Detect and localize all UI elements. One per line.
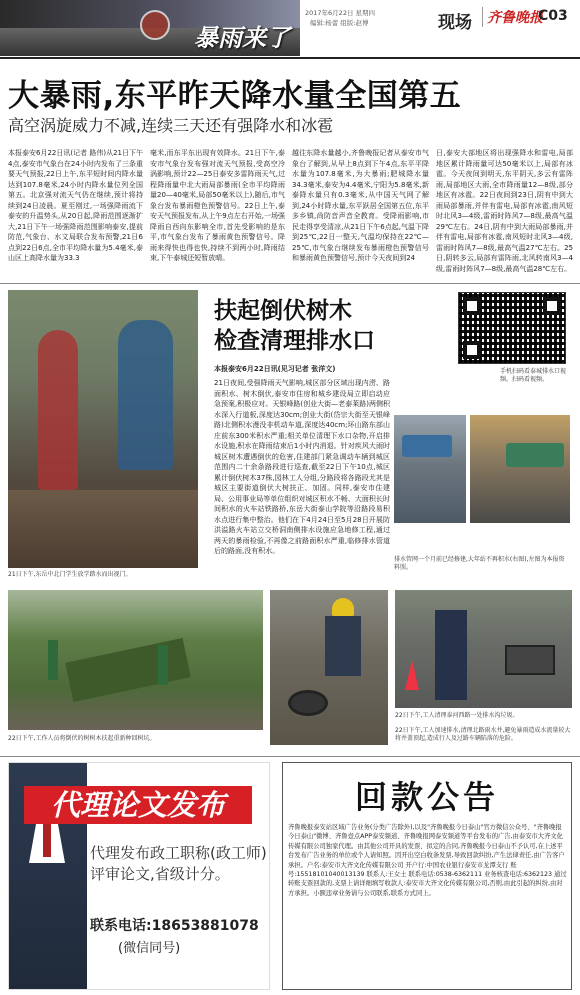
article1-col3: 越往东降水量越小,齐鲁晚报记者从泰安市气象台了解到,从早上8点到下午4点,东平平降水量为107.8毫米,为大暴雨;肥城降水量34.3毫米,泰安为4.4毫米,宁阳为5.8毫米,新泰降水量只有0.3毫米,从中国天气网了解到,24小时降水量,东平跃居全国第五位,东平多乡镇,尚防音声音全教育。受降雨影响,市民走得享受清凉,从21日下午6点起,气温下降到25℃,22日一整天,气温均保持在22℃—25℃,市气象台继续发布暴雨橙色预警信号和暴雨黄色预警信号,预计今天夜间到24: [292, 149, 429, 262]
photo-tree-workers: [8, 590, 263, 730]
notice-body: 齐鲁晚报泰安站区域广告业务(分类广告除外),以及"齐鲁晚报今日泰山"官方微信公众号、"齐鲁晚报今日泰山"微博、齐鲁壹点APP泰安频道、齐鲁晚报网泰安频道等平台发布的广告,由泰安市大齐文化传媒有限公司独家代理。由其他公司开具的发票、拟定的合同,齐鲁晚报今日泰山不予认可,在上述平台发布广告业务的单位或个人请知照。因开出空白收条发票,导致回款纠纷,产生法律责任,由广告客户承担。户名:泰安市大齐文化传媒有限公司 开户行:中国农业银行泰安市龙潭支行 账号:15518101040013139 联系人:王女士 联系电话:0538-6362111 业务核查电话:6362123 通过转账支票回款的,支票上请详细填写收款人:泰安市大齐文化传媒有限公司,否则,由此引起的纠纷,由对方承担。小额违章业务请与公司联系,联系方式同上。: [288, 824, 567, 897]
issue-date: 2017年6月22日 星期四: [305, 9, 376, 17]
photo-main-caption: 21日下午,东岳中北门学生放学踏水而出视门。: [8, 571, 132, 578]
article1-col2: 毫米,而东平东出现有效降水。21日下午,泰安市气象台发布强对流天气预报,受高空冷涡影响,预计22—25日泰安多雷阵雨天气,过程降雨量中北大雨局部暴雨(全市平均降雨量20—40毫米,局部50毫米以上),随后,市气象台发布暴雨橙色预警信号。22日上午,泰安天气预报发布,从上午9点左右开始,一场强降雨自西向东影响全市,首先受影响的是东平,市气象台发布了暴雨黄色预警信号。降雨来得快也得也快,持续不到两小时,降雨结束,下午泰城还短暂放晴。: [150, 149, 285, 262]
photo-bus-caption: 排水管网一个月前已经修建,大年站不再积水(右图),左图为本报资料照。: [394, 556, 565, 571]
article1-col1: 本报泰安6月22日讯(记者 路伟)从21日下午4点,泰安市气象台在24小时内发布了三条重要天气预报,22日上午,东平短时间内降水量达到107.8毫米,24小时内降水量位列全国第五。北京强对流天气仍在继续,预计将持续到24日凌晨。夏至刚过,一场强降雨流下泰安的升温势头,从20日起,降雨范围逐渐扩大,21日下午一场强降雨范围影响泰安,提前防范,气象台、水文局联合发布预警,21日6点到22日6点,全市平均降水量为5.4毫米,泰山区上高降水量为33.3: [8, 149, 143, 262]
main-headline: 大暴雨,东平昨天降水量全国第五: [8, 78, 462, 114]
section-divider: [0, 283, 580, 284]
article2-byline: 本报泰安6月22日讯(见习记者 张洋文): [214, 365, 336, 373]
banner-image: [0, 0, 300, 56]
photo-drain-clearing: [395, 590, 572, 708]
article2-body: 21日夜间,受强降雨天气影响,城区部分区域出现内涝、路面积水、树木倒伏,泰安市住房和城乡建设局立即启动应急预案,积极应对。天银峰路(创业大街—老泰莱路)两侧积水深入行道板,深度达30cm;创业大街(岱宗大街至天银峰路)北侧积水漫没非机动车道,深度达40cm;环山路东部山庄前东300米积水严重;相关单位清理下水口杂物,开启排水设施,积水在降雨结束后1小时内消退。针对疾风大雨时城区树木遭遇倒伏的危害,住建部门紧急调动车辆到城区范围内二十余条路段进行巡查,截至22日下午10点,城区累计倒伏树木37株,园林工人分组,分路段将各路段尤其是城区主要街道倒伏大树扶正、加固。同样,泰安市住建局、公用事业局等单位组织对城区积水不畅、大面积长时间积水的火车站铁路桥,东岳大街泰山学院等沿路段易积水点进行集中整治。他们在下4月24日至5月28日开展防洪溢路火车站立交桥洞南侧排水设施应急地修工程,通过两天的暴雨检验,不再像之前路面积水严重,临修排水管道后的路面,没有积水。: [214, 379, 390, 555]
qr-code[interactable]: [458, 292, 566, 364]
photo-worker-caption: 22日下午,工人加速排水,清理北路雨水井,避免暴雨造成水流量较大将井盖顶起,造成行人及过路车辆陷落的危险。: [395, 727, 571, 742]
ad-title: 代理论文发布: [24, 786, 252, 824]
qr-caption: 手机扫码看泰城排水口视频。扫码看视频。: [500, 368, 567, 383]
notice-title: 回款公告: [354, 778, 499, 816]
main-subhead: 高空涡旋威力不减,连续三天还有强降水和冰雹: [8, 116, 334, 135]
header-rule: [0, 57, 580, 59]
editor-credit: 编辑:杨蕾 组版:赵博: [310, 19, 369, 27]
photo-drain-caption: 22日下午,工人清理泰河西路一处排水沟垃圾。: [395, 712, 519, 719]
photo-trees-caption: 22日下午,工作人员将倒伏的树树木扶起重新种回树坑。: [8, 735, 156, 742]
banner-title: 暴雨来了: [194, 24, 290, 52]
ad-phone[interactable]: 联系电话:18653881078: [90, 918, 259, 934]
umbrella-icon: [140, 10, 170, 40]
ad-wechat: (微信同号): [118, 941, 181, 956]
article2-headline-line2: 检查清理排水口: [214, 328, 375, 354]
section-name: 现场: [438, 13, 472, 33]
photo-bus-before: [394, 415, 466, 523]
ad-divider: [0, 756, 580, 757]
photo-bus-after: [470, 415, 570, 523]
article1-col4: 日,泰安大部地区将出现强降水和雷电,局部地区累计降雨量可达50毫米以上,局部有冰雹。今天夜间到明天,东平阴天,多云有雷阵雨,局部地区大雨,全市降雨量12—8级,部分地区有冰雹。22日夜间到23日,阴有中到大雨局部暴雨,并伴有雷电,局部有冰雹,南风短时北风3—4级,雷雨时阵风7—8级,最高气温29℃左右。24日,阴有中到大雨局部暴雨,并伴有雷电,局部有冰雹,南风短时北风3—4级,雷雨时阵风7—8级,最高气温27℃左右。25日,阴转多云,局部有雷阵雨,北风转南风3—4级,雷雨时阵风7—8级,最高气温28℃左右。: [436, 149, 573, 273]
paper-logo: 齐鲁晚报: [482, 7, 543, 27]
photo-worker-manhole: [270, 590, 388, 745]
ad-body: 代理发布政工职称(政工师)评审论文,省级计分。: [90, 844, 267, 883]
page-number: C03: [538, 8, 568, 24]
photo-students-wading: [8, 290, 198, 568]
article2-headline-line1: 扶起倒伏树木: [214, 298, 352, 324]
